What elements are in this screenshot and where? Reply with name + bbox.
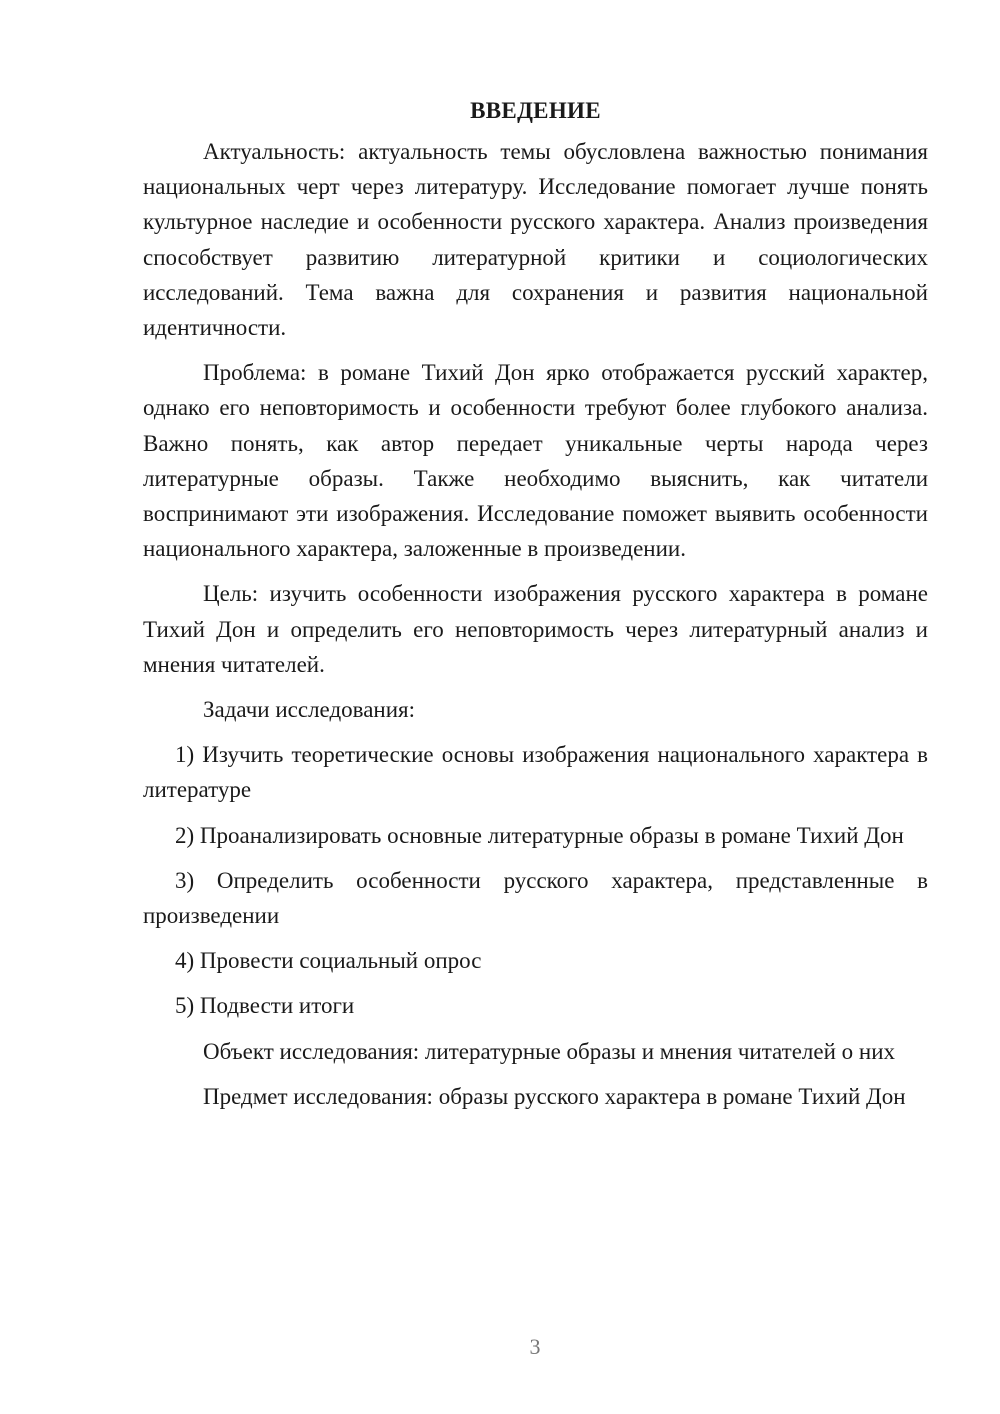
subject-paragraph: Предмет исследования: образы русского характера в романе Тихий Дон [203,1083,906,1109]
document-page [143,96,928,1124]
list-item: 2) Проанализировать основные литературные образы в романе Тихий Дон [175,822,904,848]
list-item: 3) Определить особенности русского характера, представленные в произведении [143,867,928,929]
tasks-heading: Задачи исследования: [203,697,416,723]
list-item: 5) Подвести итоги [175,993,355,1019]
list-item: 4) Провести социальный опрос [175,948,482,974]
problem-paragraph: Проблема: в романе Тихий Дон ярко отображается русский характер, однако его неповторимость и особенности требуют более глубокого анализа. Важно понять, как автор передает уникальные черты народа через литературные образы. Также необходимо выяснить, как читатели воспринимают эти изображения. Исследование поможет выявить особенности национального характера, заложенные в произведении. [143,360,928,562]
relevance-paragraph: Актуальность: актуальность темы обусловлена важностью понимания национальных черт через литературу. Исследование помогает лучше понять культурное наследие и особенности русского характера. Анализ произведения способствует развитию литературной критики и социологических исследований. Тема важна для сохранения и развития национальной идентичности. [143,139,928,341]
goal-paragraph: Цель: изучить особенности изображения русского характера в романе Тихий Дон и определить его неповторимость через литературный анализ и мнения читателей. [143,581,928,677]
list-item: 1) Изучить теоретические основы изображения национального характера в литературе [143,742,928,803]
page-number: 3 [529,1334,541,1359]
page-title: ВВЕДЕНИЕ [470,98,601,123]
object-paragraph: Объект исследования: литературные образы и мнения читателей о них [203,1038,896,1064]
